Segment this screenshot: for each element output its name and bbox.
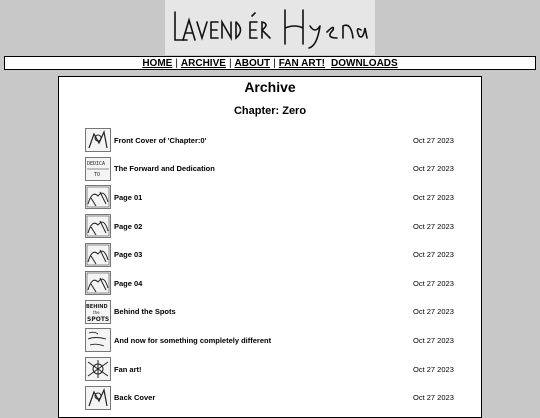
- page-title: Archive: [244, 79, 296, 95]
- archive-row[interactable]: [85, 326, 461, 355]
- cover-sketch-icon[interactable]: [85, 386, 111, 410]
- comic-sketch-icon[interactable]: [85, 214, 111, 238]
- handwritten-note-icon[interactable]: [85, 328, 111, 352]
- svg-text:SPOTS: SPOTS: [87, 315, 110, 323]
- comic-sketch-icon[interactable]: [85, 271, 111, 295]
- archive-panel: [58, 76, 482, 418]
- archive-row-date: Oct 27 2023: [413, 335, 454, 345]
- archive-row-title[interactable]: Fan art!: [114, 364, 142, 374]
- svg-text:BEHIND: BEHIND: [86, 303, 108, 310]
- archive-row-title[interactable]: Behind the Spots: [114, 307, 176, 317]
- nav-separator: |: [175, 57, 178, 69]
- comic-sketch-icon[interactable]: [85, 243, 111, 267]
- dedication-text-icon[interactable]: [85, 157, 111, 181]
- archive-row[interactable]: [85, 155, 461, 184]
- archive-row-title[interactable]: Page 02: [114, 221, 143, 231]
- comic-sketch-icon[interactable]: [85, 185, 111, 209]
- archive-row-date: Oct 27 2023: [413, 393, 454, 403]
- nav-fan-art-link[interactable]: FAN ART!: [278, 57, 326, 69]
- archive-row-date: Oct 27 2023: [413, 250, 454, 260]
- archive-list: [85, 126, 461, 412]
- svg-text:TO: TO: [94, 171, 101, 178]
- archive-row[interactable]: [85, 240, 461, 269]
- svg-text:DEDICA: DEDICA: [87, 160, 106, 167]
- chapter-title: Chapter: Zero: [233, 105, 307, 117]
- nav-home-link[interactable]: HOME: [142, 57, 173, 69]
- spots-text-icon[interactable]: [85, 300, 111, 324]
- nav-archive-link[interactable]: ARCHIVE: [180, 57, 226, 69]
- archive-row-date: Oct 27 2023: [413, 221, 454, 231]
- archive-row[interactable]: [85, 212, 461, 241]
- archive-row[interactable]: [85, 298, 461, 327]
- archive-row-title[interactable]: Back Cover: [114, 393, 156, 403]
- archive-row[interactable]: [85, 183, 461, 212]
- cover-sketch-icon[interactable]: [85, 128, 111, 152]
- archive-row[interactable]: [85, 355, 461, 384]
- nav-downloads-link[interactable]: DOWNLOADS: [331, 57, 398, 69]
- archive-row-date: Oct 27 2023: [413, 307, 454, 317]
- archive-row-date: Oct 27 2023: [413, 192, 454, 202]
- archive-row-title[interactable]: The Forward and Dedication: [114, 164, 215, 174]
- nav-about-link[interactable]: ABOUT: [234, 57, 271, 69]
- site-logo[interactable]: [165, 0, 375, 55]
- svg-text:the: the: [93, 309, 100, 315]
- archive-row-date: Oct 27 2023: [413, 364, 454, 374]
- nav-separator: |: [228, 57, 232, 69]
- nav-separator: |: [273, 57, 276, 69]
- archive-row-title[interactable]: Page 04: [114, 278, 143, 288]
- archive-row-date: Oct 27 2023: [413, 278, 454, 288]
- archive-row-date: Oct 27 2023: [413, 164, 454, 174]
- archive-row[interactable]: [85, 269, 461, 298]
- archive-row[interactable]: [85, 126, 461, 155]
- archive-row-title[interactable]: And now for something completely different: [114, 335, 272, 345]
- archive-row-title[interactable]: Page 01: [114, 192, 143, 202]
- main-navbar: [4, 56, 536, 70]
- fan-art-sketch-icon[interactable]: [85, 357, 111, 381]
- archive-row-title[interactable]: Page 03: [114, 250, 143, 260]
- archive-row-date: Oct 27 2023: [413, 135, 454, 145]
- archive-row-title[interactable]: Front Cover of 'Chapter:0': [114, 135, 207, 145]
- archive-row[interactable]: [85, 383, 461, 412]
